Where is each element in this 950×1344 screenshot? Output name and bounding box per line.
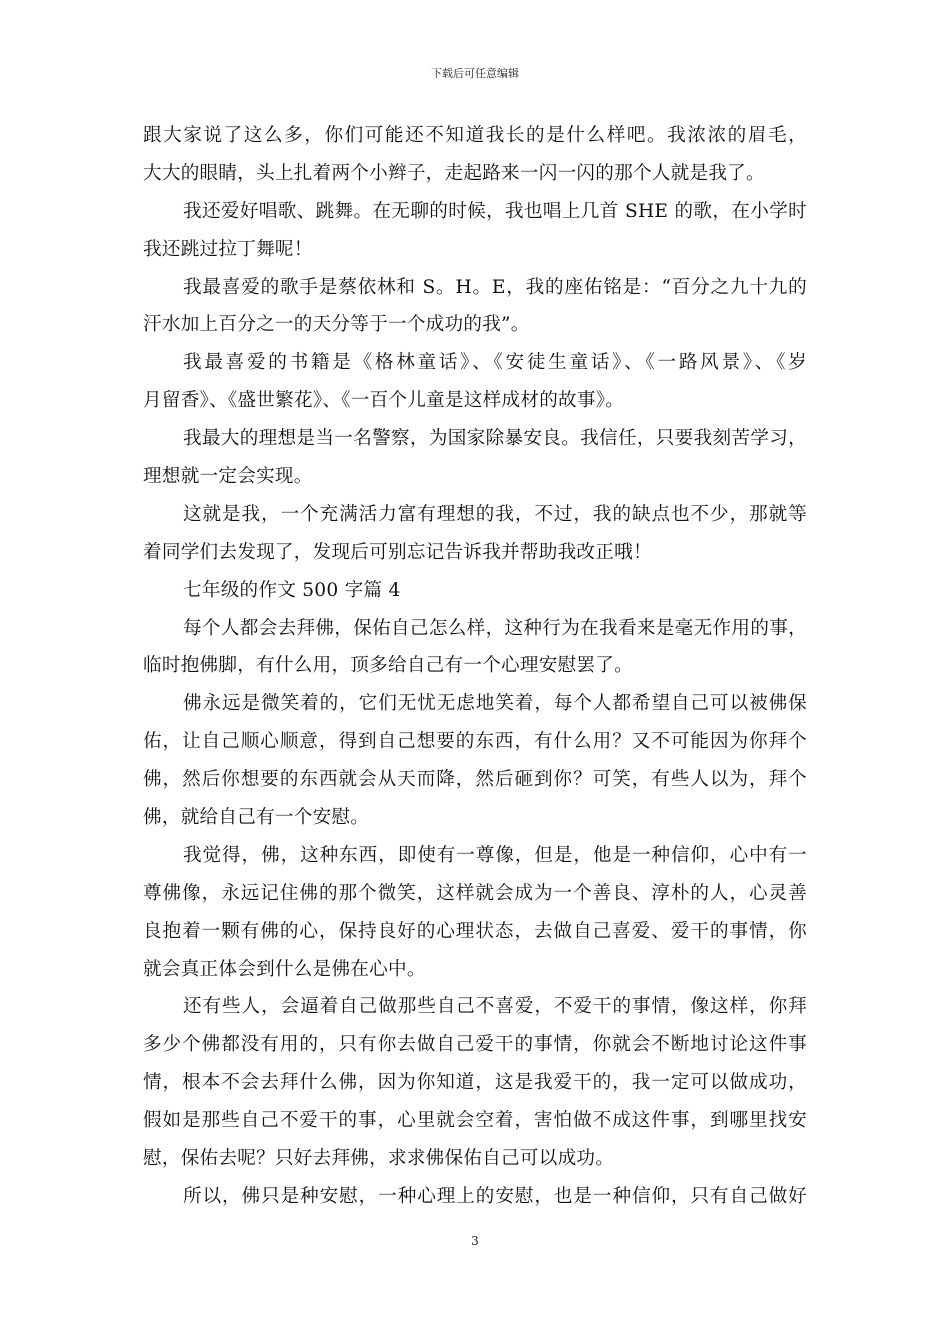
text-line: 假如是那些自己不爱干的事，心里就会空着，害怕做不成这件事，到哪里找安	[143, 1110, 807, 1132]
text-line: 佛，就给自己有一个安慰。	[143, 807, 370, 829]
text-line: 佑，让自己顺心顺意，得到自己想要的东西，有什么用？又不可能因为你拜个	[143, 731, 807, 753]
text-line: 每个人都会去拜佛，保佑自己怎么样，这种行为在我看来是毫无作用的事，	[183, 617, 807, 639]
text-line: 跟大家说了这么多，你们可能还不知道我长的是什么样吧。我浓浓的眉毛，	[143, 125, 807, 146]
page-header: 下载后可任意编辑	[431, 67, 519, 80]
document-body	[143, 117, 807, 1216]
text-line: 多少个佛都没有用的，只有你去做自己爱干的事情，你就会不断地讨论这件事	[143, 1034, 807, 1056]
text-line: 我最喜爱的书籍是《格林童话》、《安徒生童话》、《一路风景》、《岁	[183, 352, 807, 374]
text-line: 我还跳过拉丁舞呢！	[143, 238, 313, 260]
text-line: 佛永远是微笑着的，它们无忧无虑地笑着，每个人都希望自己可以被佛保	[183, 693, 807, 715]
page-number: 3	[471, 1234, 479, 1248]
text-line: 理想就一定会实现。	[143, 466, 313, 488]
text-line: 尊佛像，永远记住佛的那个微笑，这样就会成为一个善良、淳朴的人，心灵善	[143, 882, 807, 904]
text-line: 汗水加上百分之一的天分等于一个成功的我”。	[143, 314, 530, 336]
text-line: 就会真正体会到什么是佛在心中。	[143, 958, 426, 980]
text-line: 佛，然后你想要的东西就会从天而降，然后砸到你？可笑，有些人以为，拜个	[143, 769, 807, 791]
text-line: 还有些人，会逼着自己做那些自己不喜爱，不爱干的事情，像这样，你拜	[183, 996, 807, 1018]
text-line: 临时抱佛脚，有什么用，顶多给自己有一个心理安慰罢了。	[143, 655, 633, 677]
text-line: 我最喜爱的歌手是蔡依林和 S。H。E，我的座佑铭是：“百分之九十九的	[183, 276, 807, 298]
text-line: 良抱着一颗有佛的心，保持良好的心理状态，去做自己喜爱、爱干的事情，你	[143, 920, 807, 942]
text-line: 这就是我，一个充满活力富有理想的我，不过，我的缺点也不少，那就等	[183, 503, 807, 525]
text-line: 情，根本不会去拜什么佛，因为你知道，这是我爱干的，我一定可以做成功，	[143, 1072, 807, 1094]
text-line: 我觉得，佛，这种东西，即使有一尊像，但是，他是一种信仰，心中有一	[183, 844, 807, 866]
text-line: 我还爱好唱歌、跳舞。在无聊的时候，我也唱上几首 SHE 的歌，在小学时	[183, 200, 807, 222]
text-line: 所以，佛只是种安慰，一种心理上的安慰，也是一种信仰，只有自己做好	[183, 1185, 807, 1207]
text-line: 大大的眼睛，头上扎着两个小辫子，走起路来一闪一闪的那个人就是我了。	[143, 162, 765, 184]
section-heading: 七年级的作文 500 字篇 4	[183, 579, 401, 601]
text-line: 着同学们去发现了，发现后可别忘记告诉我并帮助我改正哦！	[143, 541, 652, 563]
text-line: 月留香》、《盛世繁花》、《一百个儿童是这样成材的故事》。	[143, 390, 625, 412]
text-line: 我最大的理想是当一名警察，为国家除暴安良。我信任，只要我刻苦学习，	[183, 428, 807, 450]
text-line: 慰，保佑去呢？只好去拜佛，求求佛保佑自己可以成功。	[143, 1148, 615, 1170]
